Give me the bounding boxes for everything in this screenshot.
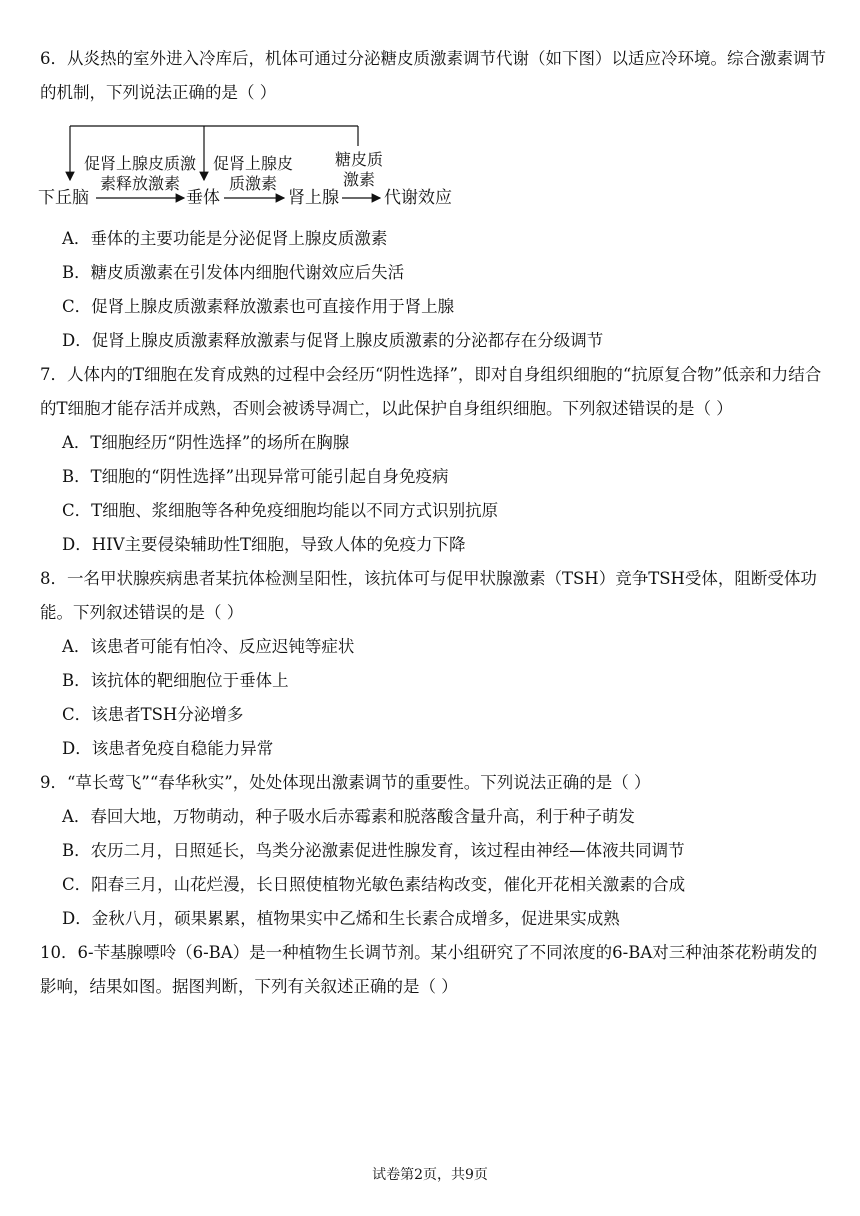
label-glucocorticoid-line2: 激素: [342, 170, 375, 189]
q8-option-b: B．该抗体的靶细胞位于垂体上: [62, 671, 289, 690]
label-acth-line2: 质激素: [228, 174, 277, 193]
q7-option-c: C．T细胞、浆细胞等各种免疫细胞均能以不同方式识别抗原: [62, 501, 499, 520]
label-crh-line1: 促肾上腺皮质激: [83, 154, 196, 173]
q7-option-b: B．T细胞的“阴性选择”出现异常可能引起自身免疫病: [62, 467, 449, 486]
label-acth: [206, 154, 300, 194]
node-hypothalamus: 下丘脑: [38, 188, 89, 208]
q8-option-c: C．该患者TSH分泌增多: [62, 705, 244, 724]
q9-option-c: C．阳春三月，山花烂漫，长日照使植物光敏色素结构改变，催化开花相关激素的合成: [62, 875, 686, 894]
page-footer: 试卷第2页，共9页: [372, 1167, 488, 1183]
node-metabolic-effect: 代谢效应: [384, 188, 452, 208]
label-glucocorticoid: [330, 150, 388, 190]
hormone-regulation-diagram: [38, 120, 478, 220]
q7-option-d: D．HIV主要侵染辅助性T细胞，导致人体的免疫力下降: [62, 535, 466, 554]
question-10-stem: 10．6-苄基腺嘌呤（6-BA）是一种植物生长调节剂。某小组研究了不同浓度的6-BA对三种油茶花粉萌发的影响，结果如图。据图判断，下列有关叙述正确的是（ ）: [40, 943, 818, 996]
q6-option-d: D．促肾上腺皮质激素释放激素与促肾上腺皮质激素的分泌都存在分级调节: [62, 331, 604, 350]
question-7-stem: 7．人体内的T细胞在发育成熟的过程中会经历“阴性选择”，即对自身组织细胞的“抗原复合物”低亲和力结合的T细胞才能存活并成熟，否则会被诱导凋亡，以此保护自身组织细胞。下列叙述错误的是（ ）: [40, 365, 822, 418]
label-glucocorticoid-line1: 糖皮质: [334, 150, 383, 169]
q8-option-a: A．该患者可能有怕冷、反应迟钝等症状: [62, 637, 355, 656]
label-crh: [76, 154, 204, 194]
q9-option-d: D．金秋八月，硕果累累，植物果实中乙烯和生长素合成增多，促进果实成熟: [62, 909, 620, 928]
q9-option-a: A．春回大地，万物萌动，种子吸水后赤霉素和脱落酸含量升高，利于种子萌发: [62, 807, 635, 826]
label-crh-line2: 素释放激素: [99, 174, 180, 193]
q9-option-b: B．农历二月，日照延长，鸟类分泌激素促进性腺发育，该过程由神经—体液共同调节: [62, 841, 685, 860]
q6-option-c: C．促肾上腺皮质激素释放激素也可直接作用于肾上腺: [62, 297, 455, 316]
label-acth-line1: 促肾上腺皮: [212, 154, 293, 173]
q6-option-b: B．糖皮质激素在引发体内细胞代谢效应后失活: [62, 263, 405, 282]
q6-option-a: A．垂体的主要功能是分泌促肾上腺皮质激素: [62, 229, 388, 248]
question-9-stem: 9．“草长莺飞”“春华秋实”，处处体现出激素调节的重要性。下列说法正确的是（ ）: [40, 773, 651, 792]
node-adrenal: 肾上腺: [288, 188, 339, 208]
question-8-stem: 8．一名甲状腺疾病患者某抗体检测呈阳性，该抗体可与促甲状腺激素（TSH）竞争TSH受体，阻断受体功能。下列叙述错误的是（ ）: [40, 569, 817, 622]
question-6-stem: 6．从炎热的室外进入冷库后，机体可通过分泌糖皮质激素调节代谢（如下图）以适应冷环境。综合激素调节的机制，下列说法正确的是（ ）: [40, 49, 826, 102]
q8-option-d: D．该患者免疫自稳能力异常: [62, 739, 274, 758]
q7-option-a: A．T细胞经历“阴性选择”的场所在胸腺: [62, 433, 350, 452]
node-pituitary: 垂体: [186, 188, 220, 208]
